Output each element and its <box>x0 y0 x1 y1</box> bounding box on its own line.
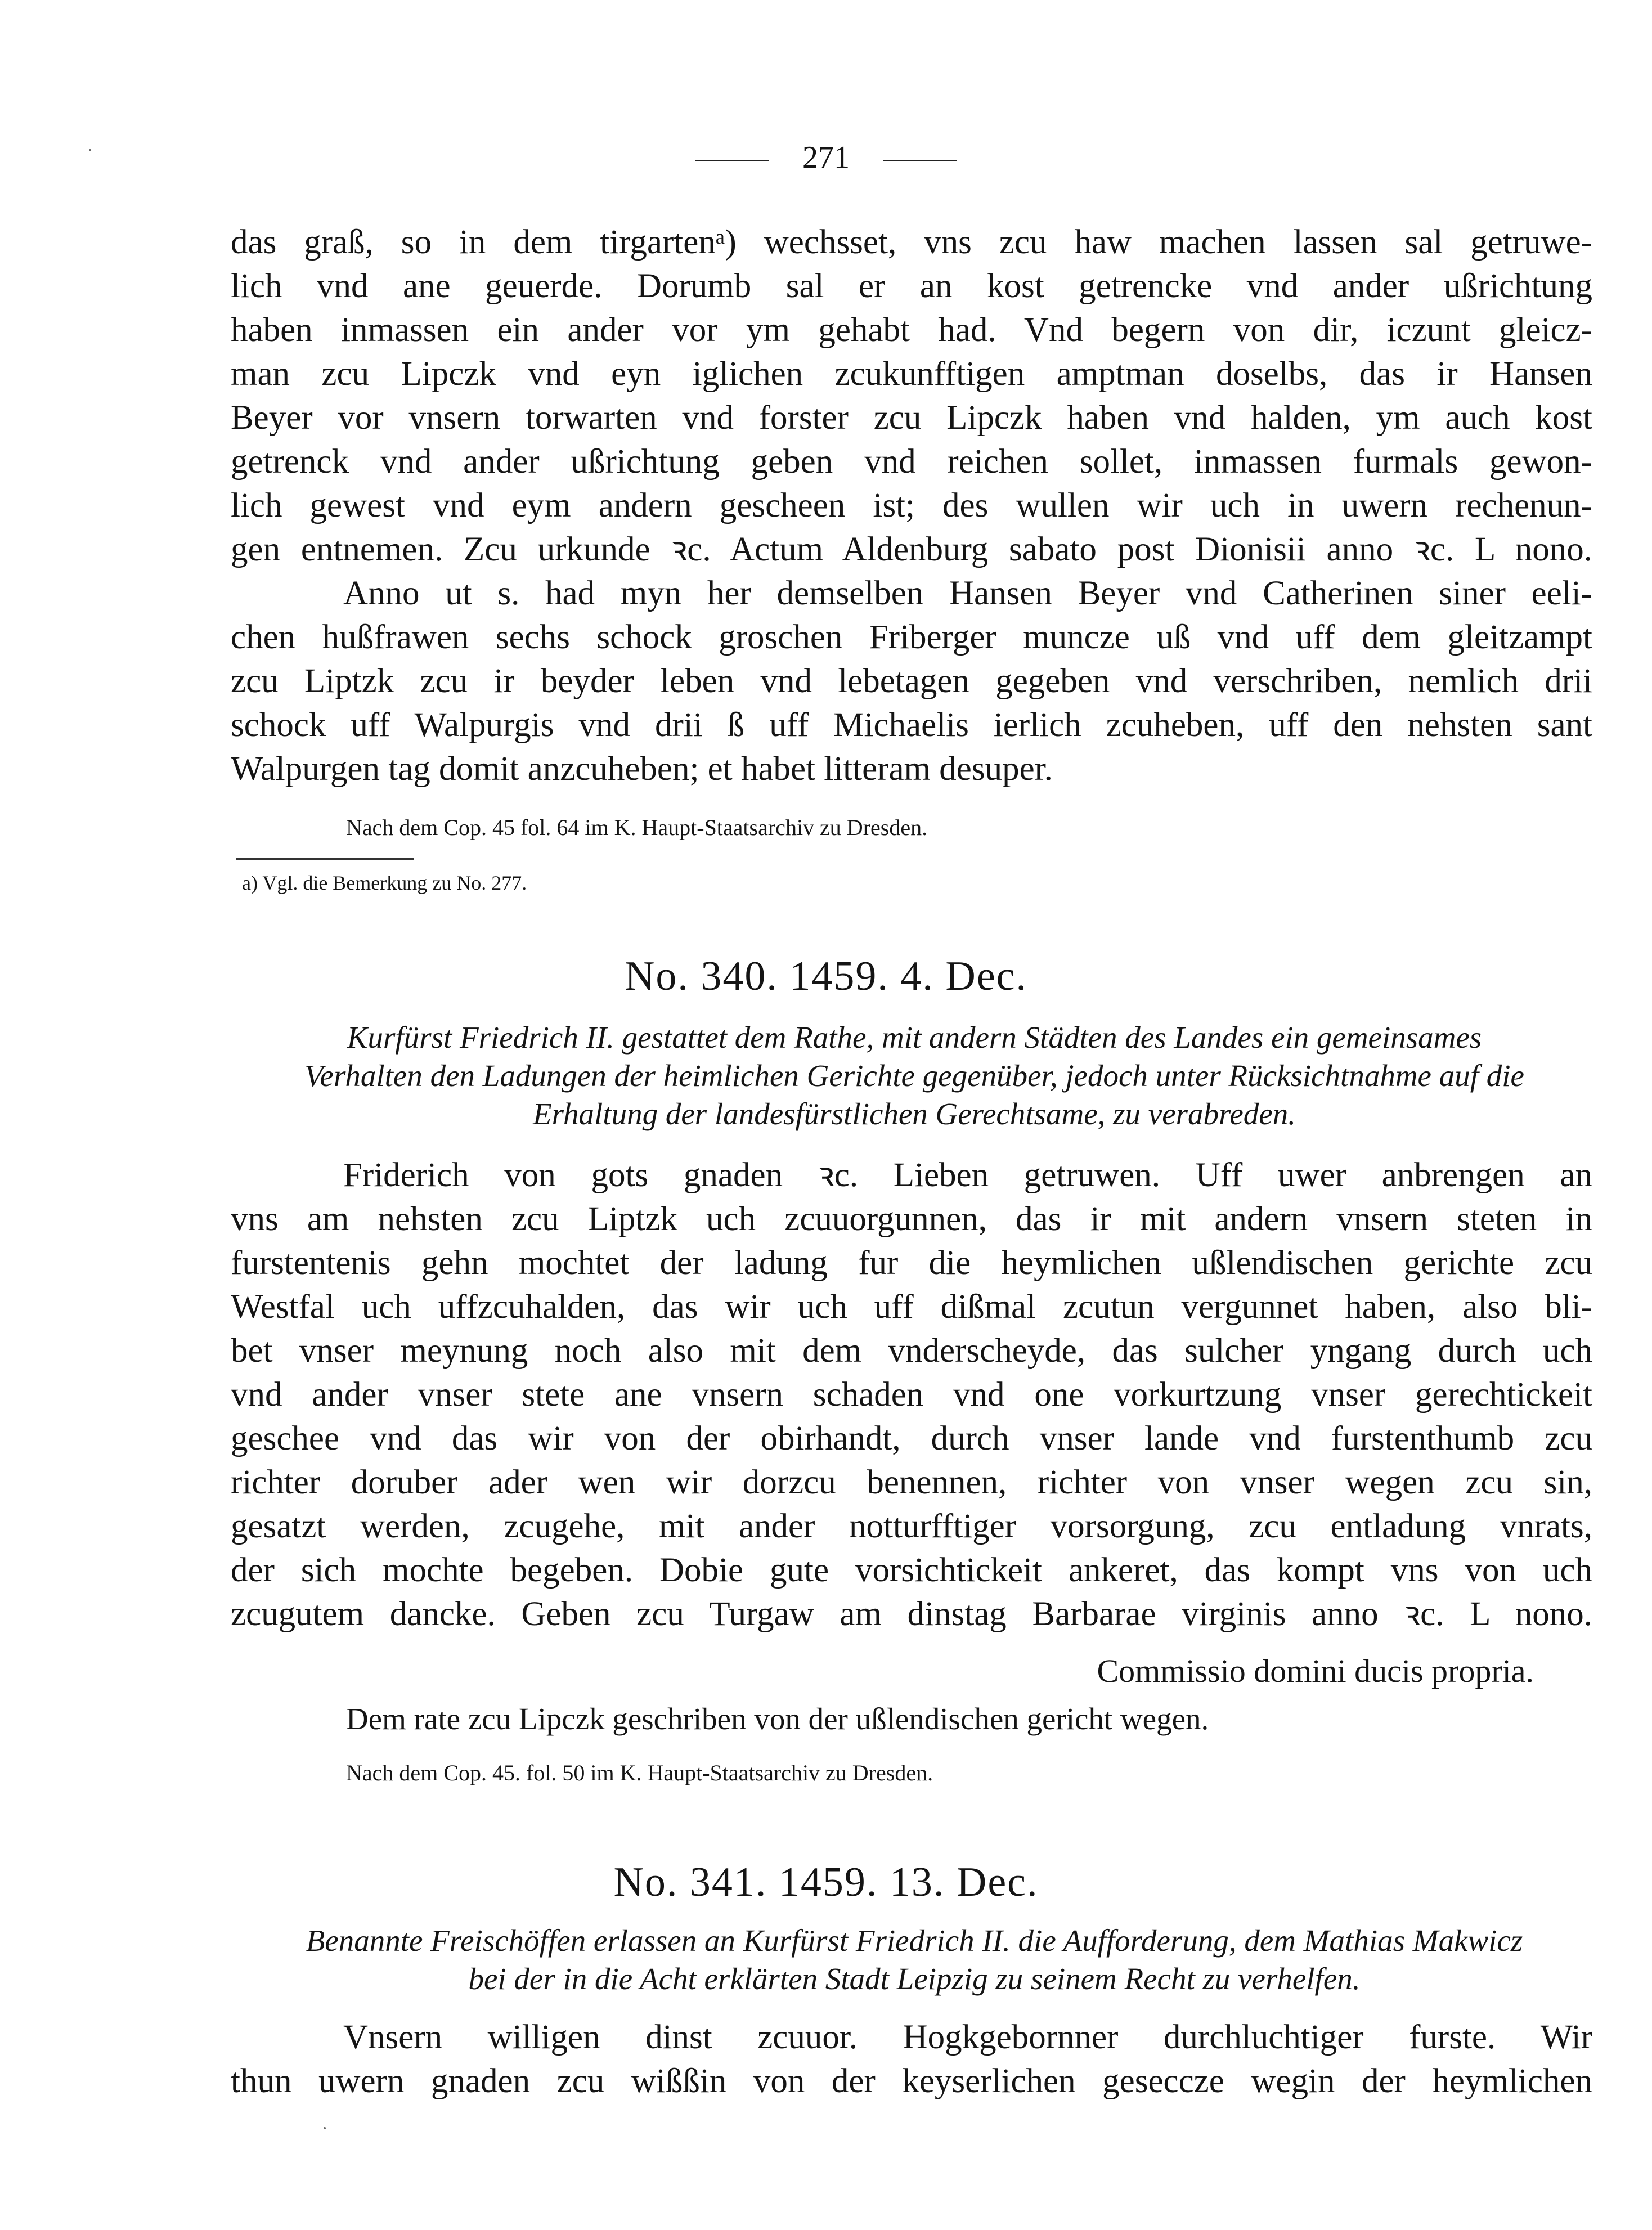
text-line: gesatzt werden, zcugehe, mit ander notturfftiger vorsorgung, zcu entladung vnrats, <box>231 1507 1592 1545</box>
entry-341-title: No. 341. 1459. 13. Dec. <box>613 1859 1039 1905</box>
text-line: Walpurgen tag domit anzcuheben; et habet litteram desuper. <box>231 750 1053 788</box>
header-rule-right <box>883 160 957 161</box>
footnote: a) Vgl. die Bemerkung zu No. 277. <box>242 872 527 894</box>
summary-line: Verhalten den Ladungen der heimlichen Gerichte gegenüber, jedoch unter Rücksichtnahme auf die <box>304 1058 1524 1093</box>
entry-340-title: No. 340. 1459. 4. Dec. <box>624 953 1028 999</box>
text-line: chen hußfrawen sechs schock groschen Friberger muncze uß vnd uff dem gleitzampt <box>231 618 1592 656</box>
text-line: bet vnser meynung noch also mit dem vnderscheyde, das sulcher yngang durch uch <box>231 1332 1592 1370</box>
text-line: der sich mochte begeben. Dobie gute vorsichtickeit ankeret, das kompt vns von uch <box>231 1551 1592 1589</box>
address-line: Dem rate zcu Lipczk geschriben von der ußlendischen gericht wegen. <box>346 1702 1209 1736</box>
summary-line: Benannte Freischöffen erlassen an Kurfürst Friedrich II. die Aufforderung, dem Mathias Makwicz <box>306 1923 1523 1958</box>
text-line: Vnsern willigen dinst zcuuor. Hogkgebornner durchluchtiger furste. Wir <box>343 2018 1592 2056</box>
text-line: vns am nehsten zcu Liptzk uch zcuuorgunnen, das ir mit andern vnsern steten in <box>231 1200 1592 1238</box>
scan-speck <box>89 149 91 151</box>
page-header <box>0 138 1652 177</box>
continuation-paragraph <box>231 221 1592 572</box>
anno-paragraph <box>231 572 1592 747</box>
text-line: thun uwern gnaden zcu wißßin von der keyserlichen geseccze wegin der heymlichen <box>231 2062 1592 2100</box>
text-line: gen entnemen. Zcu urkunde ꝛc. Actum Aldenburg sabato post Dionisii anno ꝛc. L nono. <box>231 531 1592 568</box>
entry-341-body <box>231 2016 1592 2103</box>
text-line: lich gewest vnd eym andern gescheen ist; des wullen wir uch in uwern rechenun- <box>231 487 1592 524</box>
source-citation: Nach dem Cop. 45. fol. 50 im K. Haupt-Staatsarchiv zu Dresden. <box>346 1760 933 1785</box>
scan-speck <box>324 2127 326 2129</box>
text-line: das graß, so in dem tirgartenᵃ) wechsset, vns zcu haw machen lassen sal getruwe- <box>231 223 1592 261</box>
source-citation: Nach dem Cop. 45 fol. 64 im K. Haupt-Staatsarchiv zu Dresden. <box>346 815 928 840</box>
text-line: Westfal uch uffzcuhalden, das wir uch uff dißmal zcutun vergunnet haben, also bli- <box>231 1288 1592 1326</box>
text-line: lich vnd ane geuerde. Dorumb sal er an kost getrencke vnd ander ußrichtung <box>231 267 1592 305</box>
text-line: Friderich von gots gnaden ꝛc. Lieben getruwen. Uff uwer anbrengen an <box>343 1156 1592 1194</box>
entry-341-summary <box>236 1922 1592 1998</box>
text-line: man zcu Lipczk vnd eyn iglichen zcukunfftigen amptman doselbs, das ir Hansen <box>231 355 1592 393</box>
text-line: zcugutem dancke. Geben zcu Turgaw am dinstag Barbarae virginis anno ꝛc. L nono. <box>231 1595 1592 1633</box>
text-line: furstentenis gehn mochtet der ladung fur die heymlichen ußlendischen gerichte zcu <box>231 1244 1592 1282</box>
summary-line: Erhaltung der landesfürstlichen Gerechtsame, zu verabreden. <box>533 1097 1296 1131</box>
page-number: 271 <box>802 140 850 175</box>
entry-340-summary <box>236 1018 1592 1133</box>
commissio-line: Commissio domini ducis propria. <box>1097 1653 1534 1689</box>
text-line: richter doruber ader wen wir dorzcu benennen, richter von vnser wegen zcu sin, <box>231 1464 1592 1501</box>
text-line: Anno ut s. had myn her demselben Hansen Beyer vnd Catherinen siner eeli- <box>343 575 1592 612</box>
text-line: zcu Liptzk zcu ir beyder leben vnd lebetagen gegeben vnd verschriben, nemlich drii <box>231 662 1592 700</box>
text-line: haben inmassen ein ander vor ym gehabt had. Vnd begern von dir, iczunt gleicz- <box>231 311 1592 349</box>
text-line: vnd ander vnser stete ane vnsern schaden vnd one vorkurtzung vnser gerechtickeit <box>231 1376 1592 1414</box>
text-line: schock uff Walpurgis vnd drii ß uff Michaelis ierlich zcuheben, uff den nehsten sant <box>231 706 1592 744</box>
entry-340-body <box>231 1154 1592 1636</box>
text-line: Beyer vor vnsern torwarten vnd forster zcu Lipczk haben vnd halden, ym auch kost <box>231 399 1592 437</box>
text-line: getrenck vnd ander ußrichtung geben vnd reichen sollet, inmassen furmals gewon- <box>231 443 1592 481</box>
footnote-rule <box>236 858 414 860</box>
summary-line: Kurfürst Friedrich II. gestattet dem Rathe, mit andern Städten des Landes ein gemeinsames <box>347 1020 1482 1055</box>
text-line: geschee vnd das wir von der obirhandt, durch vnser lande vnd furstenthumb zcu <box>231 1420 1592 1457</box>
header-rule-left <box>695 160 769 161</box>
summary-line: bei der in die Acht erklärten Stadt Leipzig zu seinem Recht zu verhelfen. <box>468 1962 1361 1996</box>
